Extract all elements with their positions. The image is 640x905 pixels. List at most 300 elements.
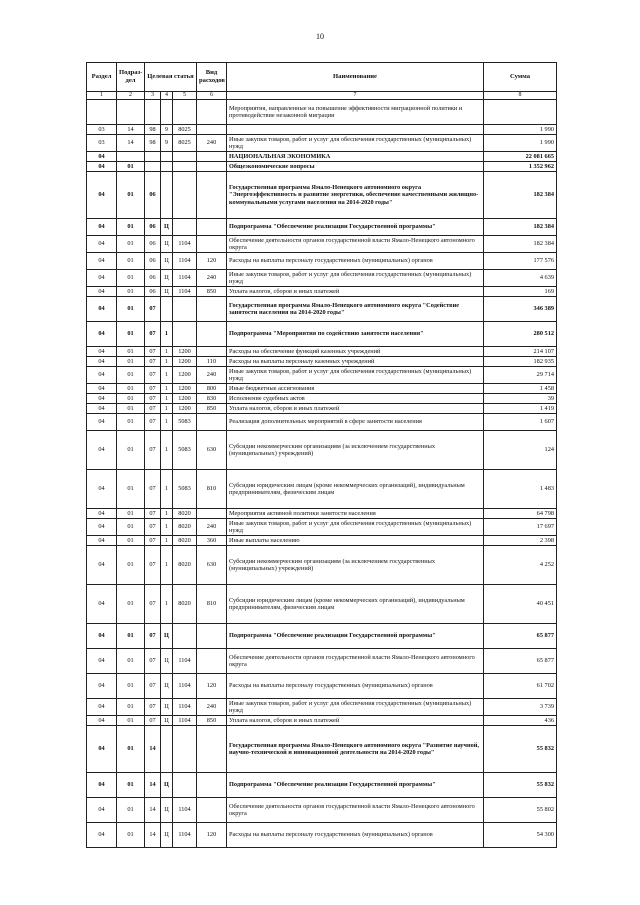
table-row bbox=[87, 624, 557, 649]
table-row bbox=[87, 674, 557, 699]
cell-sum: 182 935 bbox=[484, 357, 557, 367]
cell-vid bbox=[197, 509, 227, 519]
cell-program: 07 bbox=[145, 649, 161, 674]
col-index: 6 bbox=[197, 92, 227, 100]
cell-podrazdel: 01 bbox=[117, 367, 145, 384]
cell-name: Обеспечение деятельности органов государственной власти Ямало-Ненецкого автономного округа bbox=[227, 649, 484, 674]
cell-name: Мероприятия активной политики занятости населения bbox=[227, 509, 484, 519]
cell-vid: 810 bbox=[197, 585, 227, 624]
cell-razdel: 04 bbox=[87, 394, 117, 404]
cell-vid bbox=[197, 125, 227, 135]
cell-podrazdel: 01 bbox=[117, 287, 145, 297]
cell-sum: 182 384 bbox=[484, 236, 557, 253]
cell-razdel: 04 bbox=[87, 823, 117, 848]
cell-vid bbox=[197, 297, 227, 322]
cell-direction: 1200 bbox=[173, 367, 197, 384]
cell-program: 07 bbox=[145, 536, 161, 546]
table-body bbox=[87, 100, 557, 848]
cell-name: Уплата налогов, сборов и иных платежей bbox=[227, 716, 484, 726]
cell-subprogram: Ц bbox=[161, 236, 173, 253]
cell-name: Государственная программа Ямало-Ненецкого автономного округа "Энергоэффективность и развитие энергетики, обеспечение качественными жилищно-коммунальными услугами населения на 2014-2020 годы" bbox=[227, 172, 484, 219]
cell-program: 07 bbox=[145, 431, 161, 470]
cell-vid bbox=[197, 773, 227, 798]
cell-subprogram: Ц bbox=[161, 716, 173, 726]
cell-razdel bbox=[87, 100, 117, 125]
cell-sum: 4 252 bbox=[484, 546, 557, 585]
cell-podrazdel: 01 bbox=[117, 674, 145, 699]
cell-program: 07 bbox=[145, 674, 161, 699]
cell-vid: 810 bbox=[197, 470, 227, 509]
cell-vid bbox=[197, 649, 227, 674]
cell-vid bbox=[197, 414, 227, 431]
cell-podrazdel bbox=[117, 152, 145, 162]
cell-direction: 8020 bbox=[173, 546, 197, 585]
cell-direction: 1104 bbox=[173, 798, 197, 823]
cell-podrazdel: 01 bbox=[117, 624, 145, 649]
cell-program: 07 bbox=[145, 384, 161, 394]
cell-vid bbox=[197, 236, 227, 253]
cell-podrazdel: 01 bbox=[117, 404, 145, 414]
cell-sum: 177 576 bbox=[484, 253, 557, 270]
cell-direction bbox=[173, 726, 197, 773]
cell-name: Расходы на обеспечение функций казенных учреждений bbox=[227, 347, 484, 357]
cell-podrazdel bbox=[117, 100, 145, 125]
cell-subprogram: Ц bbox=[161, 674, 173, 699]
cell-sum: 65 877 bbox=[484, 624, 557, 649]
cell-name: Иные закупки товаров, работ и услуг для обеспечения государственных (муниципальных) нужд bbox=[227, 270, 484, 287]
table-row bbox=[87, 431, 557, 470]
cell-vid bbox=[197, 726, 227, 773]
cell-sum: 61 702 bbox=[484, 674, 557, 699]
cell-direction: 1104 bbox=[173, 270, 197, 287]
cell-sum: 2 398 bbox=[484, 536, 557, 546]
cell-razdel: 04 bbox=[87, 219, 117, 236]
cell-direction: 5083 bbox=[173, 470, 197, 509]
cell-subprogram: 1 bbox=[161, 367, 173, 384]
table-row bbox=[87, 322, 557, 347]
cell-program: 07 bbox=[145, 624, 161, 649]
table-row bbox=[87, 287, 557, 297]
cell-podrazdel: 01 bbox=[117, 470, 145, 509]
cell-name: Общеэкономические вопросы bbox=[227, 162, 484, 172]
cell-razdel: 04 bbox=[87, 322, 117, 347]
cell-program: 07 bbox=[145, 585, 161, 624]
cell-name: Субсидии юридическим лицам (кроме некоммерческих организаций), индивидуальным предпринимателям, физическим лицам bbox=[227, 470, 484, 509]
cell-vid: 240 bbox=[197, 519, 227, 536]
cell-vid bbox=[197, 624, 227, 649]
cell-sum: 1 483 bbox=[484, 470, 557, 509]
cell-subprogram: Ц bbox=[161, 699, 173, 716]
col-header-sum: Сумма bbox=[484, 63, 557, 92]
cell-subprogram: Ц bbox=[161, 649, 173, 674]
cell-program: 07 bbox=[145, 546, 161, 585]
cell-subprogram: 1 bbox=[161, 394, 173, 404]
cell-subprogram: 1 bbox=[161, 470, 173, 509]
cell-podrazdel: 01 bbox=[117, 347, 145, 357]
cell-program: 07 bbox=[145, 509, 161, 519]
cell-razdel: 04 bbox=[87, 384, 117, 394]
cell-sum: 65 877 bbox=[484, 649, 557, 674]
cell-vid bbox=[197, 219, 227, 236]
cell-direction: 1104 bbox=[173, 674, 197, 699]
cell-subprogram bbox=[161, 152, 173, 162]
cell-program: 07 bbox=[145, 357, 161, 367]
table-row bbox=[87, 367, 557, 384]
col-header-podrazdel: Подраз-дел bbox=[117, 63, 145, 92]
table-row bbox=[87, 509, 557, 519]
cell-sum: 17 697 bbox=[484, 519, 557, 536]
table-row bbox=[87, 546, 557, 585]
cell-program: 07 bbox=[145, 414, 161, 431]
table-row bbox=[87, 394, 557, 404]
cell-program: 07 bbox=[145, 367, 161, 384]
cell-name: Иные закупки товаров, работ и услуг для обеспечения государственных (муниципальных) нужд bbox=[227, 519, 484, 536]
cell-razdel: 04 bbox=[87, 287, 117, 297]
cell-direction: 8020 bbox=[173, 509, 197, 519]
cell-razdel: 04 bbox=[87, 347, 117, 357]
cell-razdel: 04 bbox=[87, 716, 117, 726]
cell-direction: 1104 bbox=[173, 699, 197, 716]
cell-podrazdel: 01 bbox=[117, 394, 145, 404]
cell-subprogram: 1 bbox=[161, 347, 173, 357]
cell-sum: 29 714 bbox=[484, 367, 557, 384]
cell-subprogram bbox=[161, 162, 173, 172]
cell-subprogram: 1 bbox=[161, 357, 173, 367]
cell-razdel: 04 bbox=[87, 585, 117, 624]
cell-vid: 120 bbox=[197, 253, 227, 270]
cell-subprogram: 1 bbox=[161, 322, 173, 347]
cell-razdel: 04 bbox=[87, 798, 117, 823]
cell-sum: 39 bbox=[484, 394, 557, 404]
cell-subprogram bbox=[161, 172, 173, 219]
cell-sum: 1 419 bbox=[484, 404, 557, 414]
col-index: 2 bbox=[117, 92, 145, 100]
cell-sum: 346 389 bbox=[484, 297, 557, 322]
cell-program: 98 bbox=[145, 135, 161, 152]
cell-program: 98 bbox=[145, 125, 161, 135]
cell-name: Уплата налогов, сборов и иных платежей bbox=[227, 404, 484, 414]
cell-vid: 800 bbox=[197, 384, 227, 394]
table-row bbox=[87, 253, 557, 270]
cell-program bbox=[145, 152, 161, 162]
cell-vid bbox=[197, 322, 227, 347]
cell-razdel: 04 bbox=[87, 152, 117, 162]
cell-sum: 1 352 962 bbox=[484, 162, 557, 172]
cell-direction bbox=[173, 100, 197, 125]
cell-name: Субсидии некоммерческим организациям (за исключением государственных (муниципальных) учреждений) bbox=[227, 546, 484, 585]
cell-sum: 40 451 bbox=[484, 585, 557, 624]
col-index: 5 bbox=[173, 92, 197, 100]
cell-podrazdel: 01 bbox=[117, 431, 145, 470]
cell-name: Обеспечение деятельности органов государственной власти Ямало-Ненецкого автономного округа bbox=[227, 798, 484, 823]
cell-direction bbox=[173, 172, 197, 219]
cell-name: Государственная программа Ямало-Ненецкого автономного округа "Развитие научной, научно-технической и инновационной деятельности на 2014-2020 годы" bbox=[227, 726, 484, 773]
cell-podrazdel: 01 bbox=[117, 509, 145, 519]
table-row bbox=[87, 773, 557, 798]
cell-podrazdel: 01 bbox=[117, 384, 145, 394]
cell-program: 07 bbox=[145, 297, 161, 322]
cell-subprogram: 1 bbox=[161, 414, 173, 431]
cell-podrazdel: 01 bbox=[117, 716, 145, 726]
cell-program: 07 bbox=[145, 404, 161, 414]
table-row bbox=[87, 152, 557, 162]
cell-subprogram: Ц bbox=[161, 253, 173, 270]
cell-razdel: 04 bbox=[87, 674, 117, 699]
cell-subprogram: 1 bbox=[161, 404, 173, 414]
table-row bbox=[87, 270, 557, 287]
cell-subprogram: 1 bbox=[161, 509, 173, 519]
cell-podrazdel: 01 bbox=[117, 823, 145, 848]
cell-direction: 1104 bbox=[173, 253, 197, 270]
budget-table bbox=[86, 62, 557, 848]
cell-podrazdel: 01 bbox=[117, 649, 145, 674]
cell-name: Иные выплаты населению bbox=[227, 536, 484, 546]
cell-vid: 110 bbox=[197, 357, 227, 367]
cell-direction: 8025 bbox=[173, 135, 197, 152]
cell-vid: 850 bbox=[197, 716, 227, 726]
cell-name: Уплата налогов, сборов и иных платежей bbox=[227, 287, 484, 297]
cell-name: Иные бюджетные ассигнования bbox=[227, 384, 484, 394]
cell-direction: 1200 bbox=[173, 347, 197, 357]
cell-name: Иные закупки товаров, работ и услуг для обеспечения государственных (муниципальных) нужд bbox=[227, 699, 484, 716]
cell-vid: 630 bbox=[197, 546, 227, 585]
cell-name: Субсидии некоммерческим организациям (за исключением государственных (муниципальных) учреждений) bbox=[227, 431, 484, 470]
col-index: 3 bbox=[145, 92, 161, 100]
cell-direction: 5083 bbox=[173, 431, 197, 470]
col-header-celevaya: Целевая статья bbox=[145, 63, 197, 92]
cell-vid: 240 bbox=[197, 135, 227, 152]
cell-subprogram: 1 bbox=[161, 519, 173, 536]
cell-podrazdel: 01 bbox=[117, 357, 145, 367]
cell-name: Подпрограмма "Обеспечение реализации Государственной программы" bbox=[227, 773, 484, 798]
cell-razdel: 03 bbox=[87, 125, 117, 135]
cell-razdel: 04 bbox=[87, 297, 117, 322]
cell-podrazdel: 01 bbox=[117, 773, 145, 798]
cell-name: Подпрограмма "Обеспечение реализации Государственной программы" bbox=[227, 219, 484, 236]
cell-program: 06 bbox=[145, 287, 161, 297]
table-row bbox=[87, 414, 557, 431]
cell-subprogram: 1 bbox=[161, 384, 173, 394]
cell-podrazdel: 01 bbox=[117, 536, 145, 546]
cell-direction: 1104 bbox=[173, 823, 197, 848]
cell-name: Иные закупки товаров, работ и услуг для обеспечения государственных (муниципальных) нужд bbox=[227, 367, 484, 384]
cell-podrazdel: 01 bbox=[117, 546, 145, 585]
cell-subprogram: Ц bbox=[161, 270, 173, 287]
cell-direction: 8020 bbox=[173, 536, 197, 546]
cell-razdel: 04 bbox=[87, 470, 117, 509]
cell-vid: 850 bbox=[197, 287, 227, 297]
col-index: 8 bbox=[484, 92, 557, 100]
cell-direction bbox=[173, 162, 197, 172]
cell-razdel: 04 bbox=[87, 519, 117, 536]
cell-podrazdel: 01 bbox=[117, 162, 145, 172]
cell-razdel: 04 bbox=[87, 253, 117, 270]
cell-program: 07 bbox=[145, 347, 161, 357]
cell-subprogram: Ц bbox=[161, 624, 173, 649]
cell-program: 06 bbox=[145, 236, 161, 253]
cell-subprogram: Ц bbox=[161, 219, 173, 236]
cell-subprogram: Ц bbox=[161, 287, 173, 297]
cell-razdel: 04 bbox=[87, 773, 117, 798]
cell-subprogram: 9 bbox=[161, 135, 173, 152]
cell-program: 14 bbox=[145, 823, 161, 848]
cell-vid bbox=[197, 172, 227, 219]
cell-vid bbox=[197, 798, 227, 823]
cell-program: 14 bbox=[145, 726, 161, 773]
cell-program: 14 bbox=[145, 773, 161, 798]
table-row bbox=[87, 823, 557, 848]
cell-name: Субсидии юридическим лицам (кроме некоммерческих организаций), индивидуальным предпринимателям, физическим лицам bbox=[227, 585, 484, 624]
table-row bbox=[87, 649, 557, 674]
cell-program: 06 bbox=[145, 253, 161, 270]
cell-podrazdel: 01 bbox=[117, 297, 145, 322]
cell-name: Расходы на выплаты персоналу казенных учреждений bbox=[227, 357, 484, 367]
cell-sum: 1 458 bbox=[484, 384, 557, 394]
table-header-row bbox=[87, 63, 557, 92]
cell-razdel: 04 bbox=[87, 172, 117, 219]
cell-razdel: 04 bbox=[87, 162, 117, 172]
cell-vid: 120 bbox=[197, 823, 227, 848]
cell-name: Исполнение судебных актов bbox=[227, 394, 484, 404]
cell-subprogram bbox=[161, 100, 173, 125]
cell-sum: 55 802 bbox=[484, 798, 557, 823]
cell-direction bbox=[173, 624, 197, 649]
cell-direction: 1200 bbox=[173, 357, 197, 367]
col-index: 7 bbox=[227, 92, 484, 100]
cell-vid bbox=[197, 152, 227, 162]
cell-podrazdel: 01 bbox=[117, 585, 145, 624]
cell-razdel: 04 bbox=[87, 726, 117, 773]
table-row bbox=[87, 236, 557, 253]
cell-subprogram bbox=[161, 297, 173, 322]
cell-program: 06 bbox=[145, 172, 161, 219]
cell-name: Расходы на выплаты персоналу государственных (муниципальных) органов bbox=[227, 674, 484, 699]
table-row bbox=[87, 357, 557, 367]
table-row bbox=[87, 384, 557, 394]
cell-subprogram: 1 bbox=[161, 431, 173, 470]
col-index: 4 bbox=[161, 92, 173, 100]
table-row bbox=[87, 726, 557, 773]
table-row bbox=[87, 297, 557, 322]
cell-subprogram: 1 bbox=[161, 536, 173, 546]
cell-direction: 8025 bbox=[173, 125, 197, 135]
cell-podrazdel: 01 bbox=[117, 270, 145, 287]
cell-subprogram: Ц bbox=[161, 773, 173, 798]
cell-subprogram bbox=[161, 726, 173, 773]
cell-vid bbox=[197, 347, 227, 357]
cell-sum: 1 990 bbox=[484, 135, 557, 152]
cell-podrazdel: 14 bbox=[117, 125, 145, 135]
cell-razdel: 04 bbox=[87, 699, 117, 716]
table-row bbox=[87, 100, 557, 125]
cell-podrazdel: 01 bbox=[117, 414, 145, 431]
cell-direction: 8020 bbox=[173, 585, 197, 624]
cell-vid: 120 bbox=[197, 674, 227, 699]
cell-direction: 1104 bbox=[173, 287, 197, 297]
cell-direction: 1104 bbox=[173, 649, 197, 674]
cell-sum: 1 990 bbox=[484, 125, 557, 135]
cell-vid: 830 bbox=[197, 394, 227, 404]
cell-sum: 182 384 bbox=[484, 172, 557, 219]
cell-subprogram: 1 bbox=[161, 585, 173, 624]
cell-vid: 630 bbox=[197, 431, 227, 470]
table-row bbox=[87, 585, 557, 624]
cell-name: Подпрограмма "Мероприятия по содействию занятости населения" bbox=[227, 322, 484, 347]
cell-direction bbox=[173, 773, 197, 798]
table-row bbox=[87, 162, 557, 172]
cell-sum: 124 bbox=[484, 431, 557, 470]
cell-razdel: 04 bbox=[87, 367, 117, 384]
cell-vid: 240 bbox=[197, 270, 227, 287]
cell-vid: 240 bbox=[197, 699, 227, 716]
cell-podrazdel: 01 bbox=[117, 519, 145, 536]
table-row bbox=[87, 519, 557, 536]
cell-podrazdel: 01 bbox=[117, 172, 145, 219]
cell-razdel: 03 bbox=[87, 135, 117, 152]
col-index: 1 bbox=[87, 92, 117, 100]
cell-razdel: 04 bbox=[87, 404, 117, 414]
cell-podrazdel: 14 bbox=[117, 135, 145, 152]
cell-direction: 1200 bbox=[173, 404, 197, 414]
cell-podrazdel: 01 bbox=[117, 253, 145, 270]
cell-podrazdel: 01 bbox=[117, 322, 145, 347]
table-row bbox=[87, 404, 557, 414]
cell-razdel: 04 bbox=[87, 536, 117, 546]
cell-sum: 3 739 bbox=[484, 699, 557, 716]
cell-vid bbox=[197, 162, 227, 172]
cell-razdel: 04 bbox=[87, 431, 117, 470]
cell-razdel: 04 bbox=[87, 509, 117, 519]
cell-sum: 1 607 bbox=[484, 414, 557, 431]
cell-razdel: 04 bbox=[87, 414, 117, 431]
cell-podrazdel: 01 bbox=[117, 236, 145, 253]
table-row bbox=[87, 716, 557, 726]
cell-program: 06 bbox=[145, 219, 161, 236]
cell-program: 07 bbox=[145, 394, 161, 404]
cell-razdel: 04 bbox=[87, 236, 117, 253]
cell-direction: 1104 bbox=[173, 236, 197, 253]
cell-program: 07 bbox=[145, 699, 161, 716]
cell-razdel: 04 bbox=[87, 357, 117, 367]
cell-sum: 55 832 bbox=[484, 773, 557, 798]
cell-direction: 1200 bbox=[173, 384, 197, 394]
cell-program: 07 bbox=[145, 716, 161, 726]
page-number: 10 bbox=[316, 32, 324, 41]
cell-vid bbox=[197, 100, 227, 125]
cell-name: Расходы на выплаты персоналу государственных (муниципальных) органов bbox=[227, 253, 484, 270]
cell-razdel: 04 bbox=[87, 649, 117, 674]
cell-sum: 55 832 bbox=[484, 726, 557, 773]
cell-direction: 1104 bbox=[173, 716, 197, 726]
cell-sum: 182 384 bbox=[484, 219, 557, 236]
cell-razdel: 04 bbox=[87, 624, 117, 649]
cell-vid: 360 bbox=[197, 536, 227, 546]
cell-subprogram: Ц bbox=[161, 823, 173, 848]
col-header-name: Наименование bbox=[227, 63, 484, 92]
cell-name: Обеспечение деятельности органов государственной власти Ямало-Ненецкого автономного округа bbox=[227, 236, 484, 253]
cell-program: 07 bbox=[145, 470, 161, 509]
cell-razdel: 04 bbox=[87, 546, 117, 585]
table-row bbox=[87, 798, 557, 823]
cell-program: 07 bbox=[145, 519, 161, 536]
cell-direction bbox=[173, 322, 197, 347]
cell-razdel: 04 bbox=[87, 270, 117, 287]
cell-name bbox=[227, 125, 484, 135]
cell-sum: 169 bbox=[484, 287, 557, 297]
cell-direction bbox=[173, 297, 197, 322]
cell-program bbox=[145, 100, 161, 125]
table-row bbox=[87, 536, 557, 546]
